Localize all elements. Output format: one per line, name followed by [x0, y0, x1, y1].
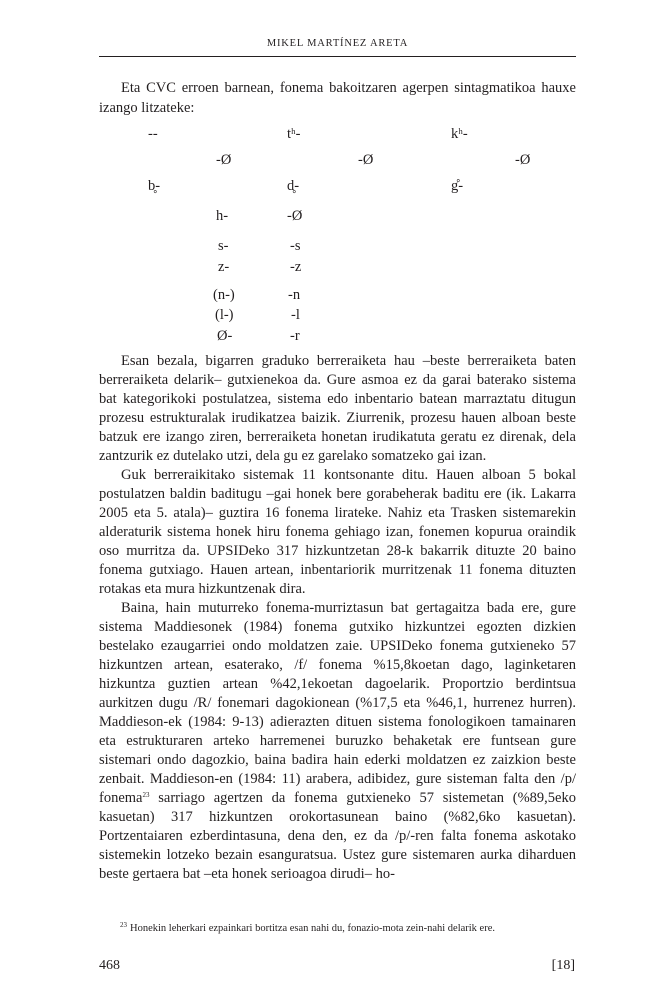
phoneme-cell: d̥- [287, 178, 300, 194]
body-paragraph: Guk berreraikitako sistemak 11 kontsonante ditu. Hauen alboan 5 bokal postulatzen baldin baditugu –gai honek bere gorabeherak baditu ere (ik. Lakarra 2005 eta 5. atala)– guztira 16 fonema lirateke. Nahiz eta Trasken sistemarekin alderaturik sistema honek hiru fonema gehiago izan, fonemen kopurua oraindik oso murritza da. UPSIDeko 317 hizkuntzetan 28-k bakarrik dituzte 20 baino fonema gutxiago. Hauen artean, inbentariorik murritzenak 11 fonema dituzten rotakas eta mura hizkuntzenak dira. [99, 467, 576, 597]
phoneme-cell: -Ø [216, 152, 232, 168]
page-number: 468 [99, 958, 120, 973]
body-paragraph-text: Baina, hain muturreko fonema-murriztasun bat gertagaitza bada ere, gure sistema Maddiesonek (1984) fonema gutxiko hizkuntzei egozten dizkien bestelako ezaugarriei ondo moldatzen zaie. UPSIDeko fonema gutxieneko 57 hizkuntzen artean, esaterako, /f/ fonema %15,8koetan dago, laginketaren hizkuntza guztien artean %42,1ekoetan dagoelarik. Proportzio berdintsua aurkitzen dugu /R/ fonemari dagokionean (%17,5 eta %46,1, hurrenez hurren). Maddieson-ek (1984: 9-13) adierazten dituen sistema fonologikoen tamainaren eta estrukturaren arteko harremenei buruzko behaketak ere funtsean gure sistemari ondo dagozkio, baina badira hain ederki moldatzen ez zaizkion beste zenbait. Maddieson-en (1984: 11) arabera, adibidez, gure sisteman falta den /p/ fonema [99, 600, 576, 806]
phoneme-cell: z- [218, 259, 230, 275]
footnote-text: Honekin leherkari ezpainkari bortitza esan nahi du, fonazio-mota zein-nahi delarik ere. [130, 923, 496, 934]
phoneme-cell: tʰ- [287, 126, 301, 142]
phoneme-cell: (l-) [215, 307, 234, 323]
phoneme-cell: -- [148, 126, 158, 142]
phoneme-cell: -z [290, 259, 302, 275]
footnote-reference[interactable]: 23 [142, 791, 150, 799]
footnote-number: 23 [120, 921, 127, 929]
phoneme-cell: -Ø [515, 152, 531, 168]
phoneme-cell: -r [290, 328, 300, 344]
page-bracket-number: [18] [551, 958, 575, 973]
phoneme-cell: -n [288, 287, 301, 303]
phoneme-cell: -l [291, 307, 300, 323]
body-paragraph-text: sarriago agertzen da fonema gutxieneko 57 sistemetan (%89,5eko kasuetan) 317 hizkuntzen orokortasunean baino (%82,6ko kasuetan). Portzentaiaren ezberdintasuna, dena den, ez da /p/-ren falta fonema askotako sistemekin lotzeko bezain esanguratsua. Ustez gure sistemaren aurka diharduen beste gertaera bat –eta honek serioagoa dirudi– ho- [99, 790, 576, 882]
body-paragraph [99, 599, 576, 884]
phoneme-cell: kʰ- [451, 126, 468, 142]
intro-paragraph: Eta CVC erroen barnean, fonema bakoitzaren agerpen sintagmatikoa hauxe izango litzateke: [99, 80, 576, 116]
phoneme-cell: -Ø [287, 208, 303, 224]
header-rule [99, 56, 576, 57]
phoneme-cell: h- [216, 208, 229, 224]
phoneme-cell: (n-) [213, 287, 235, 303]
phoneme-cell: b̥- [148, 178, 161, 194]
body-paragraph: Esan bezala, bigarren graduko berreraiketa hau –beste berreraiketa baten berreraiketa delarik– gutxienekoa da. Gure asmoa ez da garai baterako sistema bat kategorikoki postulatzea, sistema edo inbentario batean marraztatu ditugun prozesu estrukturalak irudikatzea baizik. Ziurrenik, prozesu hauen alboan beste batzuk ere izango ziren, berreraiketa honetan irudikatuta geratu ez direnak, dela zantzurik ez dutelako utzi, dela gu ez garelako somatzeko gai izan. [99, 353, 576, 464]
phoneme-cell: -s [290, 238, 301, 254]
running-header: MIKEL MARTÍNEZ ARETA [266, 38, 409, 49]
phoneme-cell: s- [218, 238, 229, 254]
phoneme-cell: g̊- [451, 178, 464, 194]
footnote [120, 922, 576, 936]
body-text [99, 352, 576, 884]
phoneme-cell: Ø- [217, 328, 233, 344]
phoneme-cell: -Ø [358, 152, 374, 168]
